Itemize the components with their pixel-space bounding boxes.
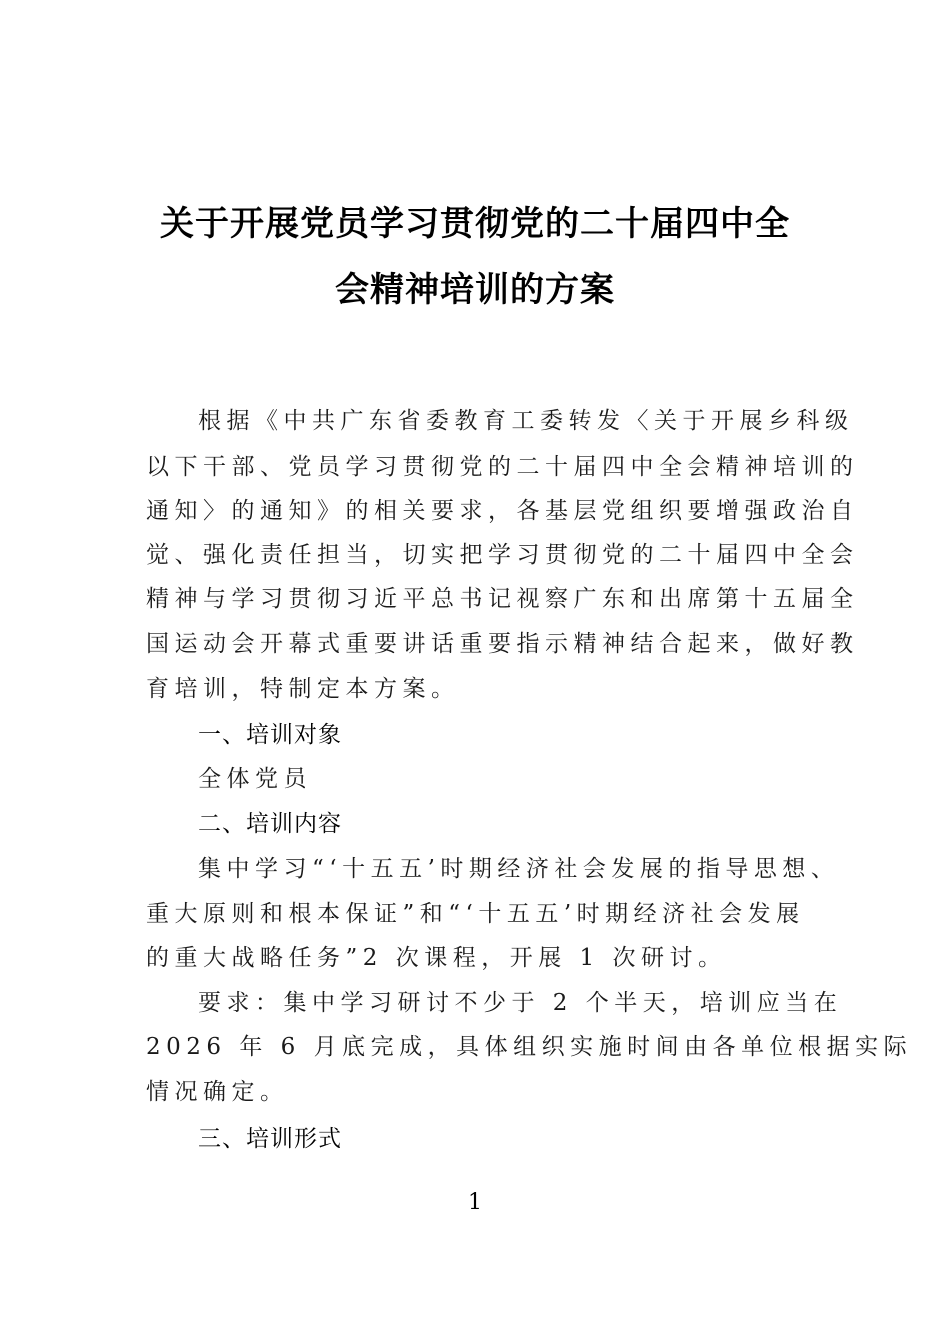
requirement-line-2: 2026 年 6 月底完成，具体组织实施时间由各单位根据实际 xyxy=(146,1034,913,1060)
document-title-line-2: 会精神培训的方案 xyxy=(335,270,615,310)
intro-line-5: 精神与学习贯彻习近平总书记视察广东和出席第十五届全 xyxy=(146,586,859,612)
section-1-heading: 一、培训对象 xyxy=(198,722,342,748)
intro-line-6: 国运动会开幕式重要讲话重要指示精神结合起来，做好教 xyxy=(146,631,859,657)
intro-line-4: 觉、强化责任担当，切实把学习贯彻党的二十届四中全会 xyxy=(146,542,859,568)
intro-line-2: 以下干部、党员学习贯彻党的二十届四中全会精神培训的 xyxy=(146,454,859,480)
requirement-line-3: 情况确定。 xyxy=(146,1079,289,1105)
intro-line-7: 育培训，特制定本方案。 xyxy=(146,676,460,702)
intro-line-3: 通知〉的通知》的相关要求，各基层党组织要增强政治自 xyxy=(146,498,859,524)
section-2-line-1: 集中学习“‘十五五’时期经济社会发展的指导思想、 xyxy=(198,856,840,882)
document-title-line-1: 关于开展党员学习贯彻党的二十届四中全 xyxy=(160,204,790,244)
section-2-line-3: 的重大战略任务”2 次课程，开展 1 次研讨。 xyxy=(146,945,727,971)
section-1-body: 全体党员 xyxy=(198,766,312,792)
section-2-heading: 二、培训内容 xyxy=(198,811,342,837)
section-3-heading: 三、培训形式 xyxy=(198,1126,342,1152)
intro-line-1: 根据《中共广东省委教育工委转发〈关于开展乡科级 xyxy=(198,408,854,434)
page-number: 1 xyxy=(468,1190,482,1215)
requirement-line-1: 要求：集中学习研讨不少于 2 个半天，培训应当在 xyxy=(198,990,843,1016)
section-2-line-2: 重大原则和根本保证”和“‘十五五’时期经济社会发展 xyxy=(146,901,805,927)
